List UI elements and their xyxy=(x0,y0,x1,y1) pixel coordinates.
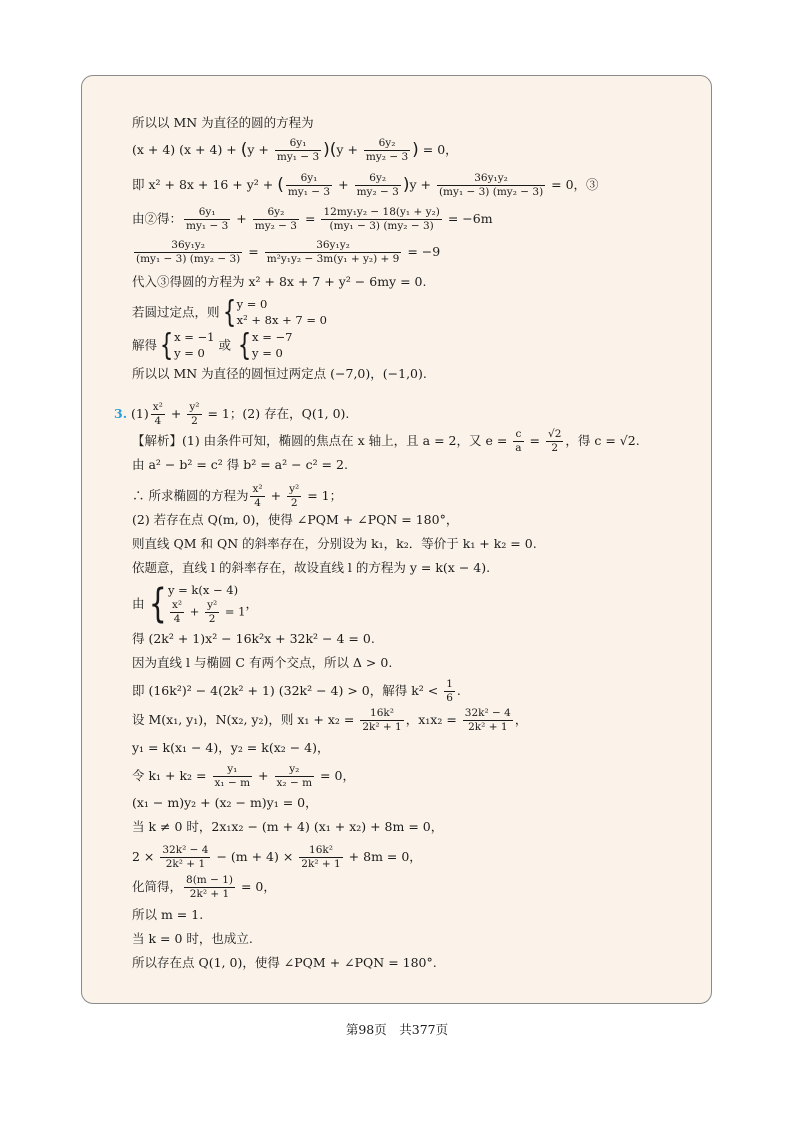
fraction: $\frac{\text{6y₁}}{\text{my₁ − 3}}$ xyxy=(186,206,229,233)
fraction: $\frac{\text{36y₁y₂}}{\text{(my₁ − 3) (my₂ − 3)}}$ xyxy=(438,172,544,199)
fraction: $\frac{\text{36y₁y₂}}{\text{m²y₁y₂ − 3m(y₁ + y₂) + 9}}$ xyxy=(266,239,400,266)
text-line: (x₁ − m)y₂ + (x₂ − m)y₁ = 0， xyxy=(132,795,318,810)
fraction: $\frac{\text{y²}}{2}$ xyxy=(207,598,218,625)
fraction: $\frac{\text{32k² − 4}}{\text{2k² + 1}}$ xyxy=(464,707,511,734)
text-line: 设 M(x₁, y₁)，N(x₂, y₂)，则 x₁ + x₂ = $\frac{\text{16k²}}{\text{2k² + 1}}$ ，x₁x₂ = $\frac{\text{32k² − 4}}{\text{2k² + 1}}$ ， xyxy=(132,707,528,734)
text-line: 化简得， $\frac{8(m - 1)}{\text{2k² + 1}}$ = 0， xyxy=(132,874,276,901)
page-footer: 第98页 共377页 xyxy=(345,1022,449,1037)
text-line: 代入③得圆的方程为 x² + 8x + 7 + y² − 6my = 0. xyxy=(132,274,427,289)
analysis-line: 【解析】(1) 由条件可知，椭圆的焦点在 x 轴上，且 a = 2，又 e = $\frac{c}{a}$ = $\frac{√2}{2}$ ，得 c = √2. xyxy=(132,428,640,455)
derived-line: $\frac{\text{36y₁y₂}}{\text{(my₁ − 3) (my₂ − 3)}}$ = $\frac{\text{36y₁y₂}}{\text{m²y₁y₂ − 3m(y₁ + y₂) + 9}}$ = −9 xyxy=(136,239,441,266)
fraction: $\frac{\text{x²}}{4}$ xyxy=(152,401,163,428)
fraction: $\frac{\text{6y₂}}{\text{my₂ − 3}}$ xyxy=(356,172,399,199)
line-text: 所以以 MN 为直径的圆的方程为 xyxy=(132,115,314,130)
text-line: 得 (2k² + 1)x² − 16k²x + 32k² − 4 = 0. xyxy=(132,631,375,646)
fraction: $\frac{8(m - 1)}{\text{2k² + 1}}$ xyxy=(186,874,233,901)
text-line: 依题意，直线 l 的斜率存在，故设直线 l 的方程为 y = k(x − 4). xyxy=(132,560,491,575)
fraction: $\frac{\text{16k²}}{\text{2k² + 1}}$ xyxy=(362,707,402,734)
fraction: $\frac{\text{12my₁y₂ − 18(y₁ + y₂)}}{\text{(my₁ − 3) (my₂ − 3)}}$ xyxy=(323,206,440,233)
system-line: 解得{x = −1 y = 0 或 {x = −7 y = 0 xyxy=(132,327,293,363)
circle-equation-line: (x + 4) (x + 4) + (y + $\frac{\text{6y₁}}{\text{my₁ − 3}}$ )(y + $\frac{\text{6y₂}}{\text{my₂ − 3}}$ ) = 0， xyxy=(132,137,458,164)
system-line: 若圆过定点，则{y = 0 x² + 8x + 7 = 0 xyxy=(132,294,327,330)
fraction: $\frac{√2}{2}$ xyxy=(548,428,562,455)
fraction: $\frac{\text{6y₂}}{\text{my₂ − 3}}$ xyxy=(254,206,297,233)
fraction: $\frac{\text{y₁}}{\text{x₁ − m}}$ xyxy=(214,763,251,790)
text-line: y₁ = k(x₁ − 4)，y₂ = k(x₂ − 4)， xyxy=(132,740,330,755)
fraction: $\frac{\text{6y₁}}{\text{my₁ − 3}}$ xyxy=(276,137,320,164)
fraction: $\frac{\text{x²}}{4}$ xyxy=(171,598,183,625)
text-line: 所以以 MN 为直径的圆恒过两定点 (−7,0)，(−1,0). xyxy=(132,366,427,381)
fraction: $\frac{\text{y²}}{2}$ xyxy=(189,401,200,428)
fraction: $\frac{\text{6y₁}}{\text{my₁ − 3}}$ xyxy=(287,172,331,199)
fraction: $\frac{\text{6y₂}}{\text{my₂ − 3}}$ xyxy=(365,137,409,164)
expanded-equation-line: 即 x² + 8x + 16 + y² + ( $\frac{\text{6y₁}}{\text{my₁ − 3}}$ + $\frac{\text{6y₂}}{\text{my₂ − 3}}$ )y + $\frac{\text{36y₁y₂}}{\text{(my₁ − 3) (my₂ − 3)}}$ = 0，③ xyxy=(132,172,599,199)
fraction: $\frac{\text{36y₁y₂}}{\text{(my₁ − 3) (my₂ − 3)}}$ xyxy=(136,239,241,266)
system-line: 由{ y = k(x − 4) $\frac{\text{x²}}{4}$ + $\frac{\text{y²}}{2}$ = 1， xyxy=(132,581,259,628)
text-line: 所以存在点 Q(1, 0)，使得 ∠PQM + ∠PQN = 180°. xyxy=(132,955,437,970)
text-line: 当 k = 0 时，也成立. xyxy=(132,931,253,946)
question-3-answer: 3. (1) $\frac{\text{x²}}{4}$ + $\frac{\text{y²}}{2}$ = 1；(2) 存在，Q(1, 0). xyxy=(114,401,350,428)
text-line: 当 k ≠ 0 时，2x₁x₂ − (m + 4) (x₁ + x₂) + 8m = 0， xyxy=(132,819,444,834)
text-line: 由 a² − b² = c² 得 b² = a² − c² = 2. xyxy=(132,457,348,472)
fraction: $\frac{1}{6}$ xyxy=(446,678,453,705)
fraction: $\frac{\text{y₂}}{\text{x₂ − m}}$ xyxy=(276,763,313,790)
fraction: $\frac{\text{16k²}}{\text{2k² + 1}}$ xyxy=(301,844,341,871)
text-line: 因为直线 l 与椭圆 C 有两个交点，所以 Δ > 0. xyxy=(132,655,393,670)
text-line: 即 (16k²)² − 4(2k² + 1) (32k² − 4) > 0，解得 k² < $\frac{1}{6}$ . xyxy=(132,678,461,705)
derived-line: 由②得： $\frac{\text{6y₁}}{\text{my₁ − 3}}$ + $\frac{\text{6y₂}}{\text{my₂ − 3}}$ = $\frac{\text{12my₁y₂ − 18(y₁ + y₂)}}{\text{(my₁ − 3) (my₂ − 3)}}$ = −6m xyxy=(132,206,493,233)
fraction: $\frac{c}{a}$ xyxy=(515,428,522,455)
fraction: $\frac{\text{32k² − 4}}{\text{2k² + 1}}$ xyxy=(162,844,209,871)
text-line: 则直线 QM 和 QN 的斜率存在，分别设为 k₁，k₂．等价于 k₁ + k₂ = 0. xyxy=(132,536,537,551)
text-line: (2) 若存在点 Q(m, 0)，使得 ∠PQM + ∠PQN = 180°， xyxy=(132,512,459,527)
text-line: 所以 m = 1. xyxy=(132,907,204,922)
question-number: 3. xyxy=(114,406,128,422)
line-text: (x + 4) (x + 4) + xyxy=(132,142,241,158)
text-line: ∴ 所求椭圆的方程为 $\frac{\text{x²}}{4}$ + $\frac{\text{y²}}{2}$ = 1； xyxy=(132,483,343,510)
text-line xyxy=(132,117,314,130)
fraction: $\frac{\text{x²}}{4}$ xyxy=(252,483,263,510)
fraction: $\frac{\text{y²}}{2}$ xyxy=(289,483,300,510)
text-line: 令 k₁ + k₂ = $\frac{\text{y₁}}{\text{x₁ − m}}$ + $\frac{\text{y₂}}{\text{x₂ − m}}$ = 0， xyxy=(132,763,355,790)
text-line: 2 × $\frac{\text{32k² − 4}}{\text{2k² + 1}}$ − (m + 4) × $\frac{\text{16k²}}{\text{2k² + 1}}$ + 8m = 0， xyxy=(132,844,422,871)
